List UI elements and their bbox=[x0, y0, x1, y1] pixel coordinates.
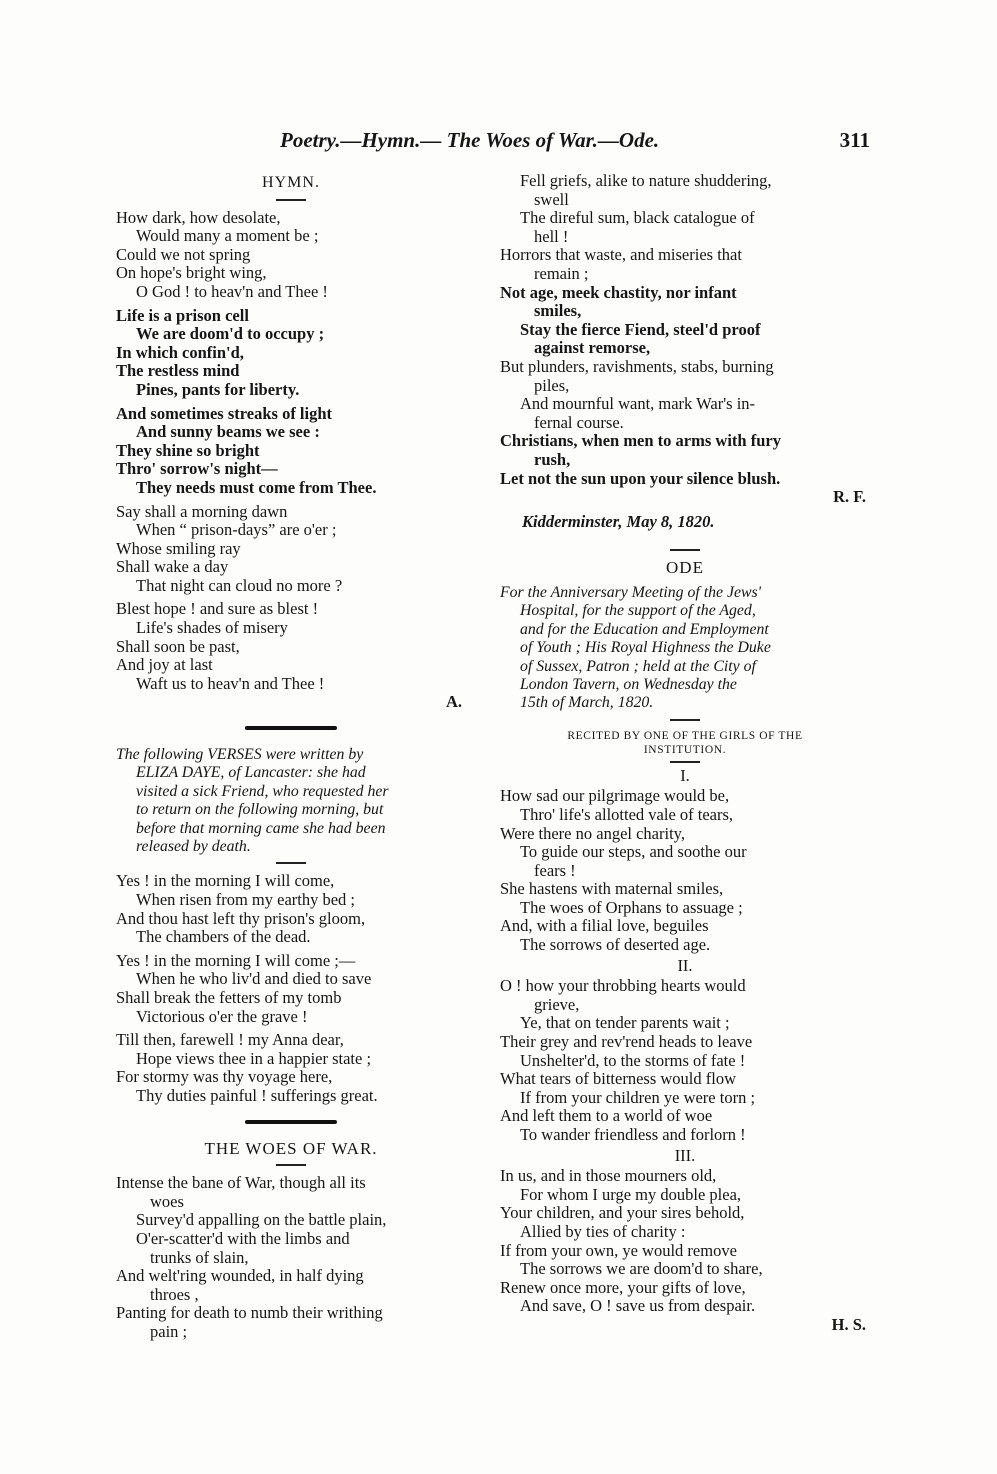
verse-line: In us, and in those mourners old, bbox=[500, 1166, 717, 1186]
hymn-stanza bbox=[116, 209, 466, 302]
section-divider bbox=[245, 1120, 337, 1124]
verse-line: O'er-scatter'd with the limbs and bbox=[136, 1228, 350, 1248]
ode-section bbox=[500, 1167, 870, 1316]
intro-line: visited a sick Friend, who requested her bbox=[136, 782, 389, 800]
subtitle-line: Hospital, for the support of the Aged, bbox=[520, 602, 756, 620]
left-column bbox=[116, 172, 466, 1342]
running-title: Poetry.—Hymn.— The Woes of War.—Ode. bbox=[280, 128, 660, 152]
ode-recited-note bbox=[500, 729, 870, 757]
verse-line: When “ prison-days” are o'er ; bbox=[136, 520, 337, 540]
intro-line: released by death. bbox=[136, 838, 251, 856]
ode-section-numeral: II. bbox=[677, 955, 693, 975]
hymn-signature: A. bbox=[445, 692, 462, 712]
subtitle-line: 15th of March, 1820. bbox=[520, 694, 654, 712]
verse-line: O ! how your throbbing hearts would bbox=[500, 976, 746, 996]
hymn-stanza bbox=[116, 307, 466, 400]
intro-line: to return on the following morning, but bbox=[136, 801, 384, 819]
intro-line: ELIZA DAYE, of Lancaster: she had bbox=[136, 764, 366, 782]
verse-line: Not age, meek chastity, nor infant bbox=[500, 282, 737, 302]
verse-line: Whose smiling ray bbox=[116, 538, 241, 558]
verse-line: fears ! bbox=[534, 860, 576, 880]
recited-line: INSTITUTION. bbox=[643, 743, 727, 756]
ode-section bbox=[500, 787, 870, 954]
verse-line: remain ; bbox=[534, 263, 589, 283]
verses-rule bbox=[276, 862, 306, 864]
verse-line: Say shall a morning dawn bbox=[116, 501, 288, 521]
verse-line: And welt'ring wounded, in half dying bbox=[116, 1266, 364, 1286]
ode-signature: H. S. bbox=[831, 1314, 866, 1334]
verse-line: To guide our steps, and soothe our bbox=[520, 842, 747, 862]
verse-line: grieve, bbox=[534, 994, 580, 1014]
verse-line: The direful sum, black catalogue of bbox=[520, 208, 755, 228]
running-head bbox=[280, 128, 870, 153]
woes-right-lines bbox=[500, 172, 870, 488]
verse-line: O God ! to heav'n and Thee ! bbox=[136, 281, 328, 301]
recited-line: RECITED BY ONE OF THE GIRLS OF THE bbox=[567, 729, 803, 742]
ode-section-numeral: I. bbox=[680, 765, 690, 785]
page-number: 311 bbox=[839, 128, 870, 152]
verse-line: Victorious o'er the grave ! bbox=[136, 1006, 308, 1026]
ode-section-numeral: III. bbox=[674, 1145, 696, 1165]
verse-line: Ye, that on tender parents wait ; bbox=[520, 1013, 730, 1033]
verse-line: The chambers of the dead. bbox=[136, 927, 311, 947]
verse-line: We are doom'd to occupy ; bbox=[136, 324, 325, 344]
woes-left-lines bbox=[116, 1174, 466, 1341]
verses-stanza bbox=[116, 952, 466, 1026]
verse-line: And save, O ! save us from despair. bbox=[520, 1296, 756, 1316]
verse-line: pain ; bbox=[150, 1321, 188, 1341]
verse-line: Their grey and rev'rend heads to leave bbox=[500, 1032, 753, 1052]
verse-line: But plunders, ravishments, stabs, burning bbox=[500, 356, 774, 376]
verse-line: That night can cloud no more ? bbox=[136, 575, 343, 595]
verse-line: Your children, and your sires behold, bbox=[500, 1203, 745, 1223]
hymn-title: HYMN. bbox=[262, 174, 320, 191]
verse-line: What tears of bitterness would flow bbox=[500, 1069, 736, 1089]
verse-line: throes , bbox=[150, 1284, 199, 1304]
verse-line: Thro' sorrow's night— bbox=[116, 459, 278, 479]
hymn-stanza bbox=[116, 503, 466, 596]
verse-line: Thy duties painful ! sufferings great. bbox=[136, 1086, 378, 1105]
subtitle-line: of Sussex, Patron ; held at the City of bbox=[520, 657, 756, 675]
verse-line: She hastens with maternal smiles, bbox=[500, 879, 724, 899]
verse-line: Horrors that waste, and miseries that bbox=[500, 245, 742, 265]
verse-line: Stay the fierce Fiend, steel'd proof bbox=[520, 319, 761, 339]
section-divider bbox=[245, 726, 337, 730]
verse-line: For stormy was thy voyage here, bbox=[116, 1067, 333, 1087]
verse-line: Pines, pants for liberty. bbox=[136, 379, 300, 399]
verse-line: Were there no angel charity, bbox=[500, 823, 685, 843]
subtitle-line: London Tavern, on Wednesday the bbox=[520, 675, 737, 693]
ode-top-rule bbox=[670, 549, 700, 551]
verse-line: On hope's bright wing, bbox=[116, 263, 267, 283]
verse-line: How dark, how desolate, bbox=[116, 207, 281, 227]
verse-line: And joy at last bbox=[116, 655, 213, 675]
verse-line: fernal course. bbox=[534, 412, 624, 432]
subtitle-line: of Youth ; His Royal Highness the Duke bbox=[520, 639, 771, 657]
verse-line: Blest hope ! and sure as blest ! bbox=[116, 599, 319, 619]
verse-line: And thou hast left thy prison's gloom, bbox=[116, 908, 366, 928]
verse-line: rush, bbox=[534, 449, 571, 469]
verse-line: smiles, bbox=[534, 301, 582, 321]
verse-line: Christians, when men to arms with fury bbox=[500, 431, 781, 451]
woes-title: THE WOES OF WAR. bbox=[204, 1138, 378, 1158]
verse-line: Till then, farewell ! my Anna dear, bbox=[116, 1030, 344, 1050]
ode-title: ODE bbox=[666, 558, 704, 578]
verse-line: Shall wake a day bbox=[116, 557, 229, 577]
verse-line: Yes ! in the morning I will come, bbox=[116, 871, 335, 891]
verse-line: The restless mind bbox=[116, 361, 240, 381]
verse-line: Would many a moment be ; bbox=[136, 226, 319, 246]
verse-line: Life is a prison cell bbox=[116, 305, 249, 325]
verse-line: Panting for death to numb their writhing bbox=[116, 1303, 383, 1323]
verse-line: The woes of Orphans to assuage ; bbox=[520, 897, 743, 917]
ode-section bbox=[500, 977, 870, 1144]
verse-line: They shine so bright bbox=[116, 440, 260, 460]
subtitle-line: For the Anniversary Meeting of the Jews' bbox=[500, 583, 762, 601]
right-column bbox=[500, 172, 870, 1335]
verse-line: against remorse, bbox=[534, 338, 651, 358]
verse-line: Survey'd appalling on the battle plain, bbox=[136, 1210, 387, 1230]
verse-line: And left them to a world of woe bbox=[500, 1106, 713, 1126]
hymn-title-rule bbox=[276, 199, 306, 201]
verse-line: Hope views thee in a happier state ; bbox=[136, 1048, 372, 1068]
woes-title-rule bbox=[276, 1164, 306, 1166]
verse-line: woes bbox=[150, 1191, 184, 1211]
verse-line: Fell griefs, alike to nature shuddering, bbox=[520, 171, 772, 190]
verse-line: Renew once more, your gifts of love, bbox=[500, 1277, 746, 1297]
verse-line: Shall soon be past, bbox=[116, 636, 240, 656]
verse-line: swell bbox=[534, 189, 569, 209]
woes-signature: R. F. bbox=[833, 487, 866, 507]
verse-line: How sad our pilgrimage would be, bbox=[500, 786, 730, 806]
hymn-stanza bbox=[116, 405, 466, 498]
verse-line: And, with a filial love, beguiles bbox=[500, 916, 709, 936]
verse-line: Unshelter'd, to the storms of fate ! bbox=[520, 1050, 746, 1070]
verse-line: piles, bbox=[534, 375, 570, 395]
verse-line: Thro' life's allotted vale of tears, bbox=[520, 804, 734, 824]
verse-line: To wander friendless and forlorn ! bbox=[520, 1125, 746, 1144]
ode-recited-rule bbox=[670, 761, 700, 763]
verse-line: trunks of slain, bbox=[150, 1247, 249, 1267]
verse-line: Yes ! in the morning I will come ;— bbox=[116, 950, 356, 970]
verse-line: And mournful want, mark War's in- bbox=[520, 394, 756, 414]
verse-line: When he who liv'd and died to save bbox=[136, 969, 372, 989]
subtitle-line: and for the Education and Employment bbox=[520, 620, 769, 638]
verse-line: Shall break the fetters of my tomb bbox=[116, 988, 342, 1008]
verse-line: In which confin'd, bbox=[116, 342, 244, 362]
verse-line: If from your children ye were torn ; bbox=[520, 1087, 756, 1107]
verse-line: The sorrows we are doom'd to share, bbox=[520, 1259, 763, 1279]
verse-line: When risen from my earthy bed ; bbox=[136, 890, 356, 910]
verse-line: Intense the bane of War, though all its bbox=[116, 1173, 366, 1193]
verse-line: Life's shades of misery bbox=[136, 618, 288, 638]
intro-line: The following VERSES were written by bbox=[116, 746, 364, 764]
ode-subtitle-rule bbox=[670, 719, 700, 721]
verse-line: Let not the sun upon your silence blush. bbox=[500, 468, 781, 488]
verses-stanza bbox=[116, 872, 466, 946]
verse-line: They needs must come from Thee. bbox=[136, 477, 377, 497]
verse-line: If from your own, ye would remove bbox=[500, 1240, 737, 1260]
verses-introduction bbox=[116, 746, 466, 856]
verse-line: hell ! bbox=[534, 226, 569, 246]
verse-line: And sunny beams we see : bbox=[136, 422, 320, 442]
verse-line: Allied by ties of charity : bbox=[520, 1221, 686, 1241]
intro-line: before that morning came she had been bbox=[136, 819, 386, 837]
verse-line: Waft us to heav'n and Thee ! bbox=[136, 673, 325, 693]
verse-line: And sometimes streaks of light bbox=[116, 403, 333, 423]
woes-place-date: Kidderminster, May 8, 1820. bbox=[522, 511, 715, 531]
verse-line: For whom I urge my double plea, bbox=[520, 1184, 742, 1204]
verse-line: The sorrows of deserted age. bbox=[520, 935, 711, 955]
hymn-stanza bbox=[116, 600, 466, 693]
verses-stanza bbox=[116, 1031, 466, 1105]
verse-line: Could we not spring bbox=[116, 244, 251, 264]
ode-subtitle bbox=[500, 584, 870, 713]
